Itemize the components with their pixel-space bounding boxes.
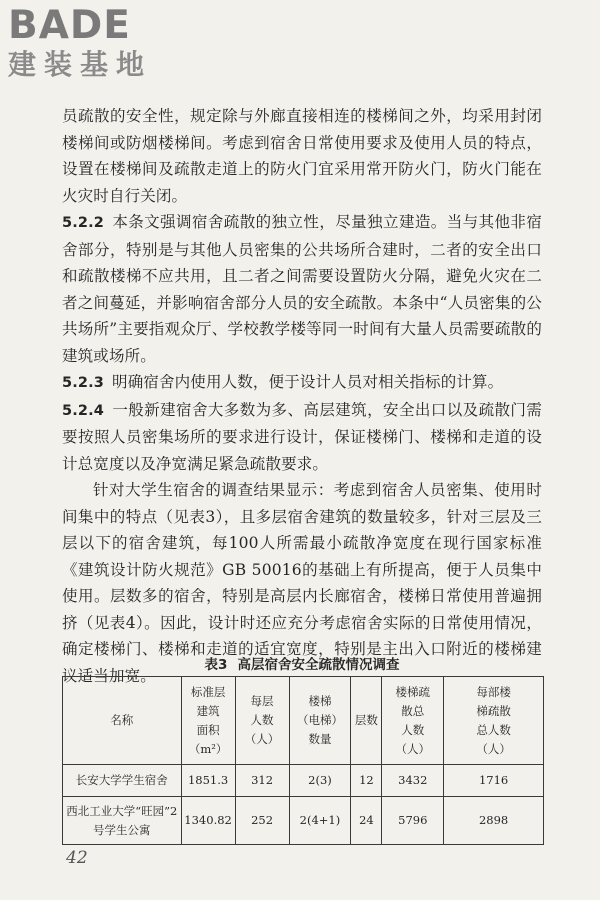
header-total: 楼梯疏 散总 人数 （人） [382, 677, 444, 765]
paragraph: 5.2.2 本条文强调宿舍疏散的独立性，尽量独立建造。当与其他非宿舍部分，特别是与其他人员密集的公共场所合建时，二者的安全出口和疏散楼梯不应共用，且二者之间需要设置防火分隔，避免火灾在二者之间蔓延，并影响宿舍部分人员的安全疏散。本条中“人员密集的公共场所”主要指观众厅、学校教学楼等同一时间有大量人员需要疏散的建筑或场所。 [62, 213, 542, 365]
cell-floors: 24 [351, 797, 382, 845]
page-number: 42 [66, 848, 88, 868]
cell-total: 3432 [382, 765, 444, 797]
survey-table [62, 676, 544, 845]
cell-floors: 12 [351, 765, 382, 797]
cell-name: 长安大学学生宿舍 [63, 765, 182, 797]
cell-per-stair: 1716 [444, 765, 544, 797]
cell-stairs: 2(4+1) [289, 797, 351, 845]
cell-name: 西北工业大学“旺园”2号学生公寓 [63, 797, 182, 845]
table-caption [62, 653, 542, 673]
paragraph: 针对大学生宿舍的调查结果显示：考虑到宿舍人员密集、使用时间集中的特点（见表3），且多层宿舍建筑的数量较多，针对三层及三层以下的宿舍建筑，每100人所需最小疏散净宽度在现行国家标准《建筑设计防火规范》GB 50016的基础上有所提高，便于人员集中使用。层数多的宿舍，特别是高层内长廊宿舍，楼梯日常使用普遍拥挤（见表4）。因此，设计时还应充分考虑宿舍实际的日常使用情况，确定楼梯门、楼梯和走道的适宜宽度，特别是主出入口附近的楼梯建议适当加宽。 [62, 481, 542, 685]
cell-area: 1340.82 [181, 797, 235, 845]
paragraph: 员疏散的安全性，规定除与外廊直接相连的楼梯间之外，均采用封闭楼梯间或防烟楼梯间。考虑到宿舍日常使用要求及使用人员的特点，设置在楼梯间及疏散走道上的防火门宜采用常开防火门，防火门能在火灾时自行关闭。 [62, 107, 542, 205]
cell-per-stair: 2898 [444, 797, 544, 845]
section-number: 5.2.2 [62, 215, 105, 231]
table-row [63, 765, 544, 797]
header-area: 标准层 建筑 面积 （m²） [181, 677, 235, 765]
logo-subtitle: 建装基地 [8, 48, 153, 81]
logo-brand: BADE [8, 3, 131, 48]
header-stairs: 楼梯 （电梯） 数量 [289, 677, 351, 765]
cell-per-floor: 312 [235, 765, 289, 797]
table-title: 高层宿舍安全疏散情况调查 [237, 657, 400, 673]
cell-stairs: 2(3) [289, 765, 351, 797]
cell-per-floor: 252 [235, 797, 289, 845]
header-floors: 层数 [351, 677, 382, 765]
paragraph: 5.2.4 一般新建宿舍大多数为多、高层建筑，安全出口以及疏散门需要按照人员密集场所的要求进行设计，保证楼梯门、楼梯和走道的设计总宽度以及净宽满足紧急疏散要求。 [62, 400, 542, 473]
header-name: 名称 [63, 677, 182, 765]
paragraph: 5.2.3 明确宿舍内使用人数，便于设计人员对相关指标的计算。 [62, 373, 504, 391]
table-row [63, 797, 544, 845]
table-header-row [63, 677, 544, 765]
header-per-floor: 每层 人数 （人） [235, 677, 289, 765]
body-text [62, 103, 542, 689]
header-per-stair: 每部楼 梯疏散 总人数 （人） [444, 677, 544, 765]
section-number: 5.2.4 [62, 402, 105, 419]
table-label: 表3 [204, 657, 228, 673]
cell-total: 5796 [382, 797, 444, 845]
logo [8, 4, 178, 90]
cell-area: 1851.3 [181, 765, 235, 797]
section-number: 5.2.3 [62, 375, 105, 391]
